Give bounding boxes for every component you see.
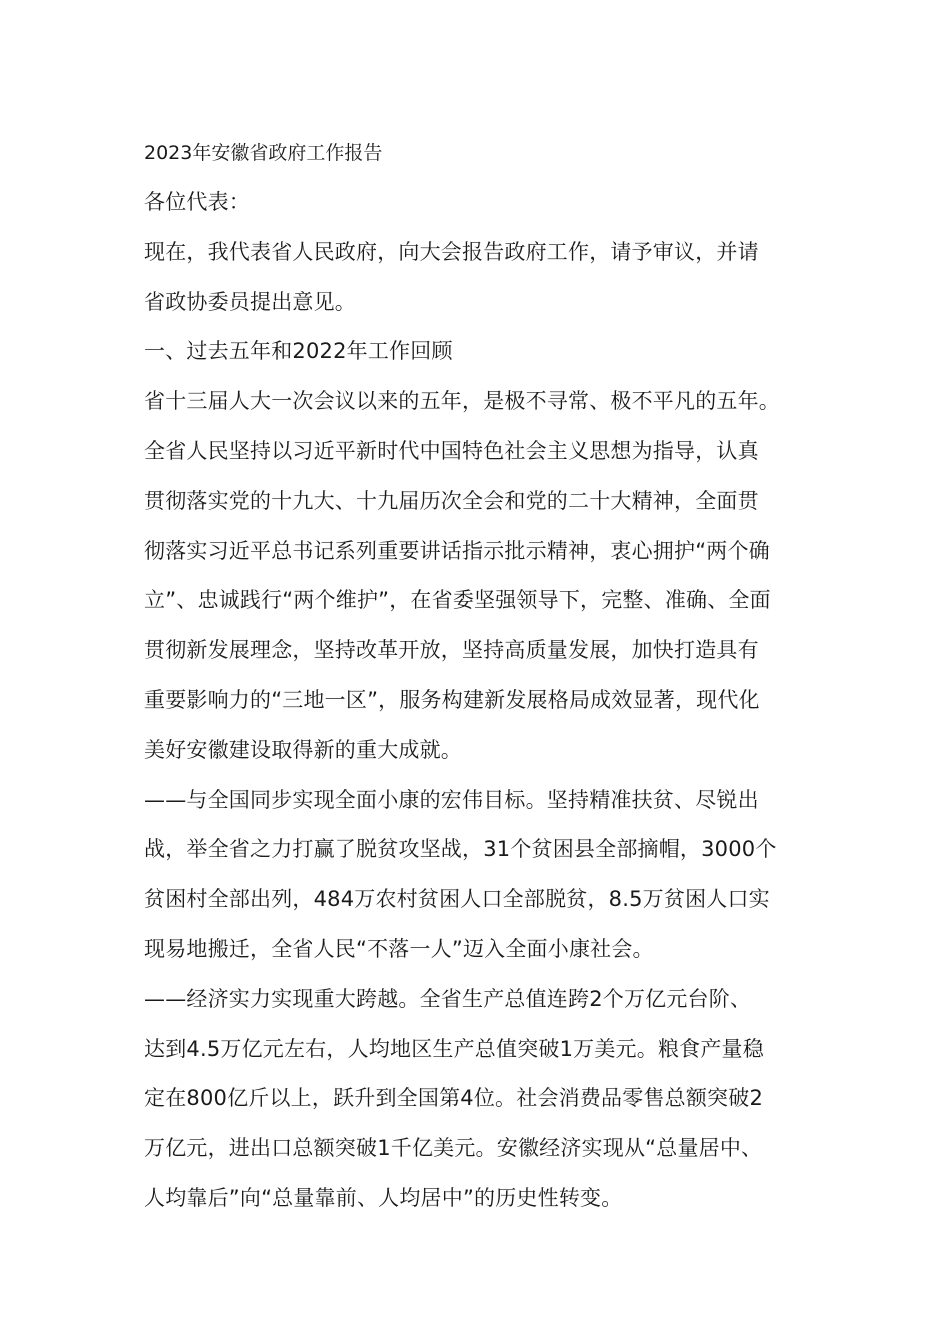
text-line: 重要影响力的“三地一区”，服务构建新发展格局成效显著，现代化 xyxy=(144,687,760,712)
text-line: ——与全国同步实现全面小康的宏伟目标。坚持精准扶贫、尽锐出 xyxy=(144,787,759,812)
text-line: 全省人民坚持以习近平新时代中国特色社会主义思想为指导，认真 xyxy=(144,438,759,463)
text-line: 美好安徽建设取得新的重大成就。 xyxy=(144,737,462,762)
text-line: 贯彻新发展理念，坚持改革开放，坚持高质量发展，加快打造具有 xyxy=(144,638,759,663)
text-line: 彻落实习近平总书记系列重要讲话指示批示精神，衷心拥护“两个确 xyxy=(144,538,770,563)
text-line: 达到4.5万亿元左右，人均地区生产总值突破1万美元。粮食产量稳 xyxy=(144,1036,764,1061)
text-line: ——经济实力实现重大跨越。全省生产总值连跨2个万亿元台阶、 xyxy=(144,986,752,1011)
document-body xyxy=(144,128,820,1224)
section-heading: 一、过去五年和2022年工作回顾 xyxy=(144,339,453,364)
text-line: 万亿元，进出口总额突破1千亿美元。安徽经济实现从“总量居中、 xyxy=(144,1136,763,1161)
text-line: 战，举全省之力打赢了脱贫攻坚战，31个贫困县全部摘帽，3000个 xyxy=(144,837,777,862)
text-line: 立”、忠诚践行“两个维护”，在省委坚强领导下，完整、准确、全面 xyxy=(144,588,771,613)
text-line: 定在800亿斤以上，跃升到全国第4位。社会消费品零售总额突破2 xyxy=(144,1086,764,1111)
text-line: 人均靠后”向“总量靠前、人均居中”的历史性转变。 xyxy=(144,1185,623,1210)
text-line: 省十三届人大一次会议以来的五年，是极不寻常、极不平凡的五年。 xyxy=(144,389,780,414)
text-line: 省政协委员提出意见。 xyxy=(144,289,356,314)
text-line: 各位代表： xyxy=(144,190,250,214)
text-line: 贯彻落实党的十九大、十九届历次全会和党的二十大精神，全面贯 xyxy=(144,488,759,513)
document-title: 2023年安徽省政府工作报告 xyxy=(144,142,383,164)
text-line: 贫困村全部出列，484万农村贫困人口全部脱贫，8.5万贫困人口实 xyxy=(144,887,770,912)
text-line: 现易地搬迁，全省人民“不落一人”迈入全面小康社会。 xyxy=(144,936,654,961)
text-line: 现在，我代表省人民政府，向大会报告政府工作，请予审议，并请 xyxy=(144,239,759,264)
